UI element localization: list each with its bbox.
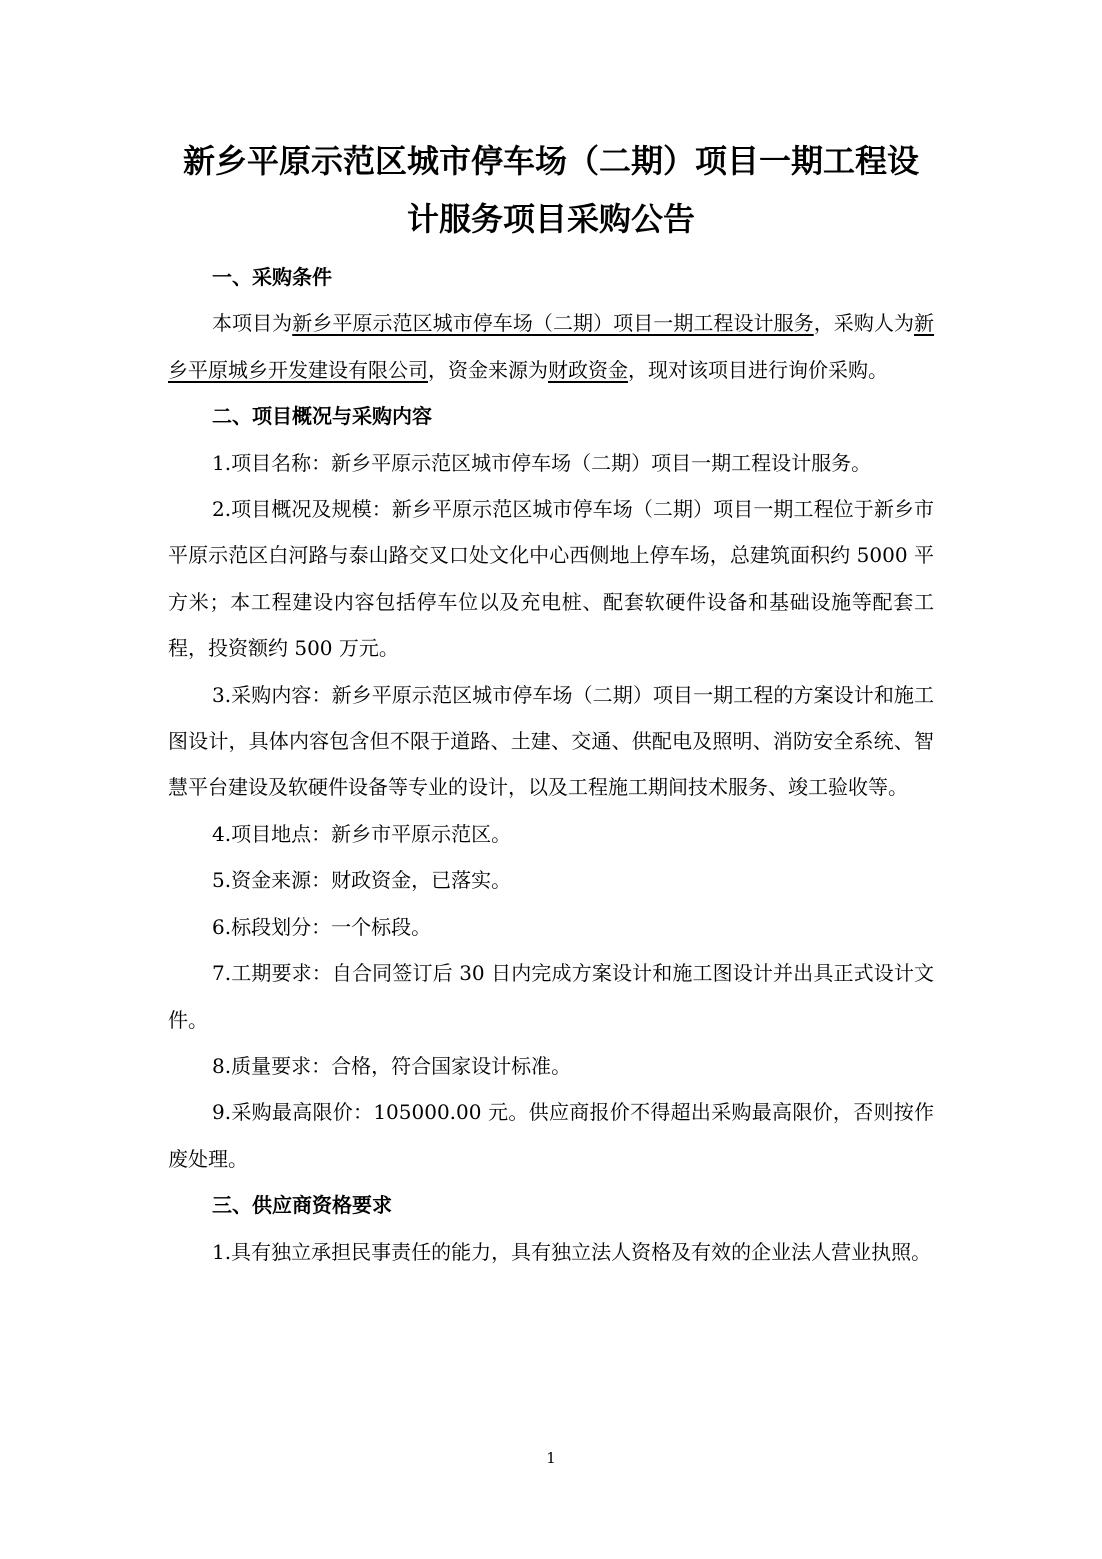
overview-item-2: 2.项目概况及规模：新乡平原示范区城市停车场（二期）项目一期工程位于新乡市平原示范区白河路与泰山路交叉口处文化中心西侧地上停车场，总建筑面积约 5000 平方米；本工程建设内容包括停车位以及充电桩、配套软硬件设备和基础设施等配套工程，投资额约 500 万元。 bbox=[168, 497, 934, 661]
intro-text-3: ，资金来源为 bbox=[428, 357, 548, 382]
overview-item-9: 9.采购最高限价：105000.00 元。供应商报价不得超出采购最高限价，否则按作废处理。 bbox=[168, 1100, 934, 1171]
purchase-conditions-paragraph bbox=[168, 300, 934, 393]
qualification-item-1: 1.具有独立承担民事责任的能力，具有独立法人资格及有效的企业法人营业执照。 bbox=[212, 1239, 932, 1264]
section-heading-purchase-conditions: 一、采购条件 bbox=[212, 265, 332, 289]
overview-item-3: 3.采购内容：新乡平原示范区城市停车场（二期）项目一期工程的方案设计和施工图设计，具体内容包含但不限于道路、土建、交通、供配电及照明、消防安全系统、智慧平台建设及软硬件设备等专业的设计，以及工程施工期间技术服务、竣工验收等。 bbox=[168, 682, 934, 800]
overview-item-6: 6.标段划分：一个标段。 bbox=[212, 914, 432, 939]
project-name-underlined: 新乡平原示范区城市停车场（二期）项目一期工程设计服务 bbox=[292, 311, 814, 336]
overview-item-7: 7.工期要求：自合同签订后 30 日内完成方案设计和施工图设计并出具正式设计文件。 bbox=[168, 961, 934, 1032]
overview-item-4: 4.项目地点：新乡市平原示范区。 bbox=[212, 821, 512, 846]
overview-item-1: 1.项目名称：新乡平原示范区城市停车场（二期）项目一期工程设计服务。 bbox=[212, 450, 872, 475]
document-body bbox=[168, 254, 934, 1275]
overview-item-8: 8.质量要求：合格，符合国家设计标准。 bbox=[212, 1053, 572, 1078]
funding-underlined: 财政资金 bbox=[548, 357, 628, 382]
intro-text-1: 本项目为 bbox=[212, 311, 293, 336]
intro-text-4: ，现对该项目进行询价采购。 bbox=[628, 357, 888, 382]
page-number: 1 bbox=[546, 1449, 556, 1467]
section-heading-supplier-qualifications: 三、供应商资格要求 bbox=[212, 1193, 392, 1218]
overview-item-5: 5.资金来源：财政资金，已落实。 bbox=[212, 868, 512, 893]
intro-text-2: ，采购人为 bbox=[813, 311, 915, 336]
purchaser-underlined: 新乡平原城乡开发建设有限公司 bbox=[168, 311, 935, 382]
section-heading-project-overview: 二、项目概况与采购内容 bbox=[212, 404, 432, 429]
document-title: 新乡平原示范区城市停车场（二期）项目一期工程设计服务项目采购公告 bbox=[182, 142, 919, 238]
